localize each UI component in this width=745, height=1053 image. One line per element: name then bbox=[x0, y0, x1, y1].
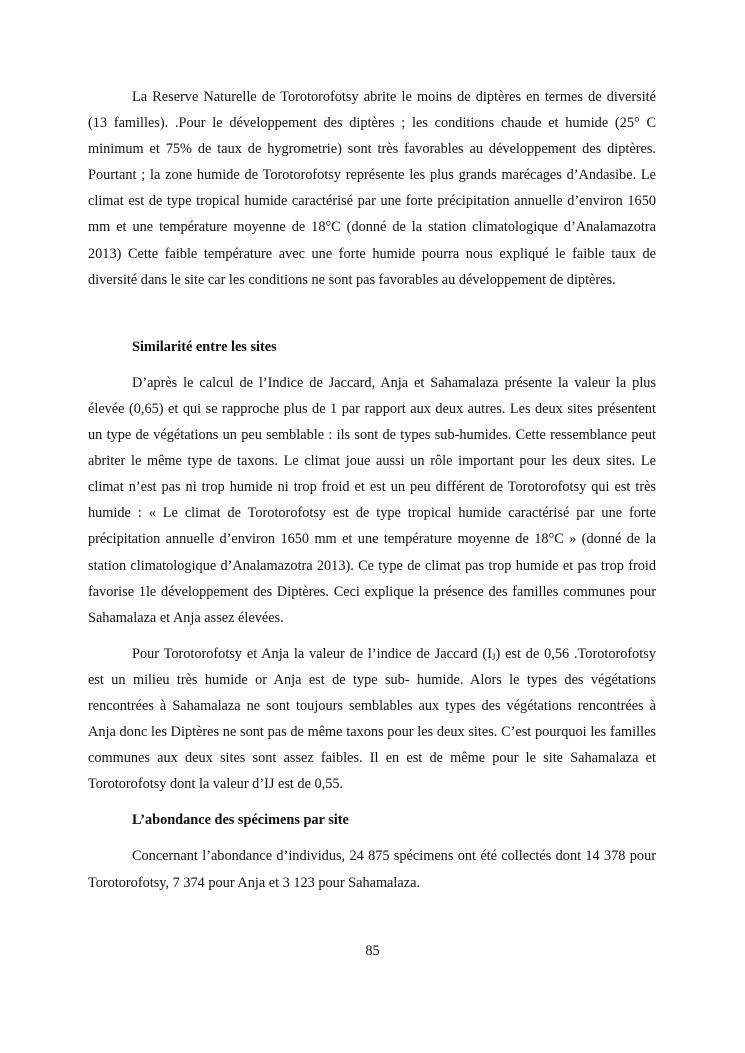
paragraph-abundance: Concernant l’abondance d’individus, 24 875 spécimens ont été collectés dont 14 378 pour Torotorofotsy, 7 374 pour Anja et 3 123 pour Sahamalaza. bbox=[88, 848, 656, 891]
paragraph-3-text-a: Pour Torotorofotsy et Anja la valeur de l’indice de Jaccard (I bbox=[132, 645, 492, 662]
section-heading-similarity: Similarité entre les sites bbox=[132, 338, 277, 355]
jaccard-subscript: J bbox=[491, 651, 496, 662]
section-heading-abundance: L’abondance des spécimens par site bbox=[132, 812, 349, 829]
document-page bbox=[88, 84, 656, 896]
paragraph-jaccard-anja-sahamalaza: D’après le calcul de l’Indice de Jaccard, Anja et Sahamalaza présente la valeur la plus élevée (0,65) et qui se rapproche plus de 1 par rapport aux deux autres. Les deux sites présentent un type de végétations un peu semblable : ils sont de types sub-humides. Cette ressemblance peut abriter le même type de taxons. Le climat joue aussi un rôle important pour les deux sites. Le climat n’est pas ni trop humide ni trop froid et est un peu différent de Torotorofotsy qui est très humide : « Le climat de Torotorofotsy est de type tropical humide caractérisé par une forte précipitation annuelle d’environ 1650 mm et une température moyenne de 18°C » (donné de la station climatologique d’Analamazotra 2013). Ce type de climat pas trop humide et pas trop froid favorise 1le développement des Diptères. Ceci explique la présence des familles communes pour Sahamalaza et Anja assez élevées. bbox=[88, 374, 656, 626]
paragraph-3-text-b: ) est de 0,56 .Torotorofotsy est un milieu très humide or Anja est de type sub- humide. Alors le types des végétations rencontrées à Sahamalaza ne sont toujours semblables aux types des végétations rencontrées à Anja donc les Diptères ne sont pas de même taxons pour les deux sites. C’est pourquoi les familles communes aux deux sites sont assez faibles. Il en est de même pour le site Sahamalaza et Torotorofotsy dont la valeur d’IJ est de 0,55. bbox=[88, 645, 656, 793]
paragraph-jaccard-torotorofotsy-anja bbox=[88, 641, 656, 798]
page-number: 85 bbox=[365, 943, 380, 959]
paragraph-diversity-torotorofotsy: La Reserve Naturelle de Torotorofotsy abrite le moins de diptères en termes de diversité (13 familles). .Pour le développement des diptères ; les conditions chaude et humide (25° C minimum et 75% de taux de hygrometrie) sont très favorables au développement des diptères. Pourtant ; la zone humide de Torotorofotsy représente les plus grands marécages d’Andasibe. Le climat est de type tropical humide caractérisé par une forte précipitation annuelle d’environ 1650 mm et une température moyenne de 18°C (donné de la station climatologique d’Analamazotra 2013) Cette faible température avec une forte humide pourra nous expliqué le faible taux de diversité dans le site car les conditions ne sont pas favorables au développement de diptères. bbox=[88, 89, 656, 288]
